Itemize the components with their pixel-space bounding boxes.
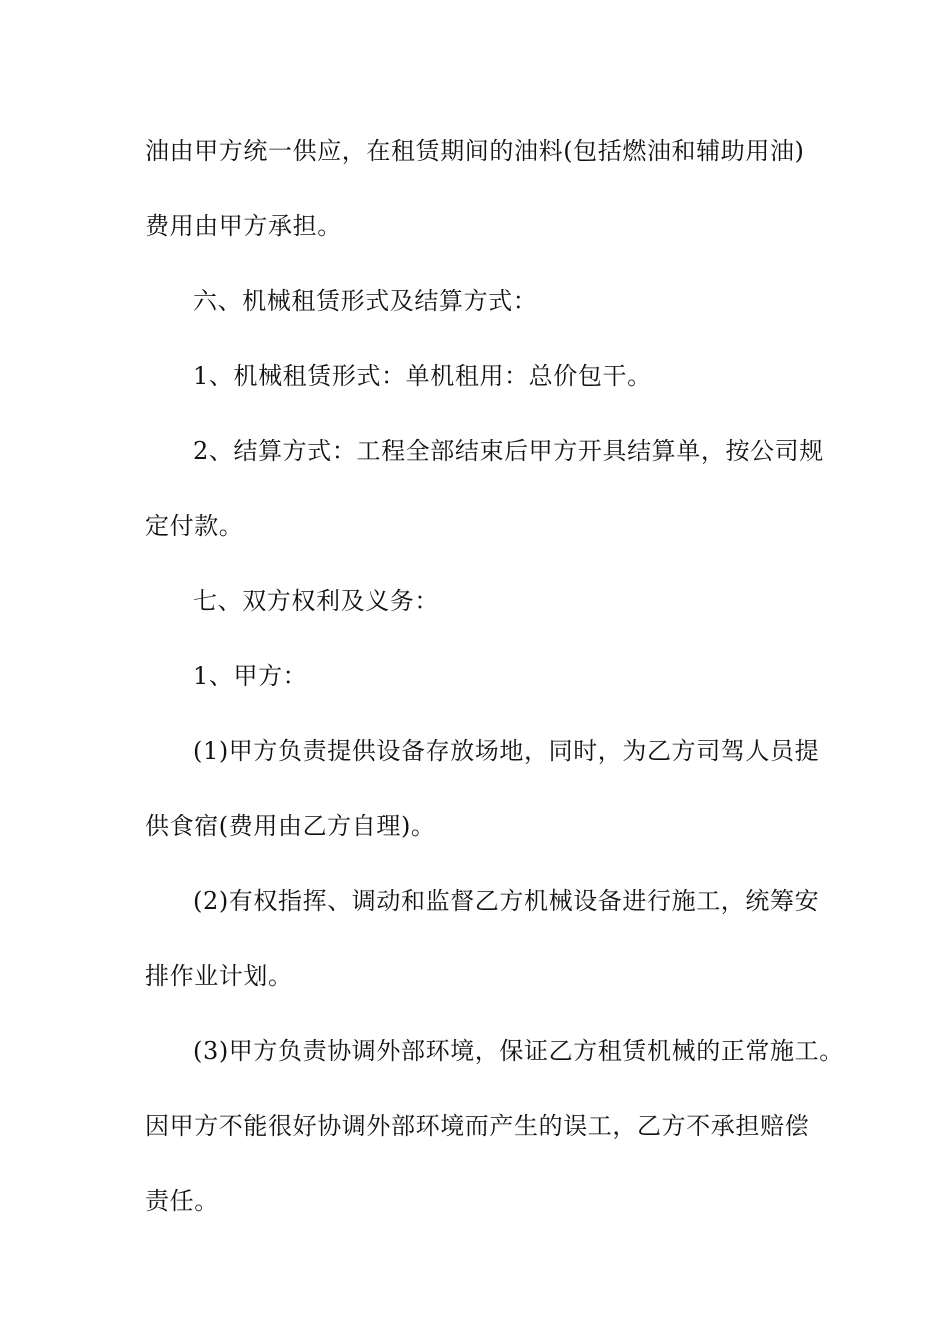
clause-line: (2)有权指挥、调动和监督乙方机械设备进行施工，统筹安 <box>193 887 820 915</box>
section-heading-seven: 七、双方权利及义务： <box>193 587 439 615</box>
clause-line: (1)甲方负责提供设备存放场地，同时，为乙方司驾人员提 <box>193 737 820 765</box>
subheading-party-a: 1、甲方： <box>193 662 308 690</box>
clause-line: 1、机械租赁形式：单机租用：总价包干。 <box>193 362 652 390</box>
paragraph-line: 排作业计划。 <box>145 962 293 990</box>
clause-line: 2、结算方式：工程全部结束后甲方开具结算单，按公司规 <box>193 437 824 465</box>
paragraph-line: 供食宿(费用由乙方自理)。 <box>145 812 436 840</box>
paragraph-line: 费用由甲方承担。 <box>145 212 342 240</box>
paragraph-line: 因甲方不能很好协调外部环境而产生的误工，乙方不承担赔偿 <box>145 1112 810 1140</box>
clause-line: (3)甲方负责协调外部环境，保证乙方租赁机械的正常施工。 <box>193 1037 844 1065</box>
paragraph-line: 责任。 <box>145 1187 219 1215</box>
paragraph-line: 定付款。 <box>145 512 244 540</box>
paragraph-line: 油由甲方统一供应，在租赁期间的油料(包括燃油和辅助用油) <box>145 137 805 165</box>
section-heading-six: 六、机械租赁形式及结算方式： <box>193 287 538 315</box>
